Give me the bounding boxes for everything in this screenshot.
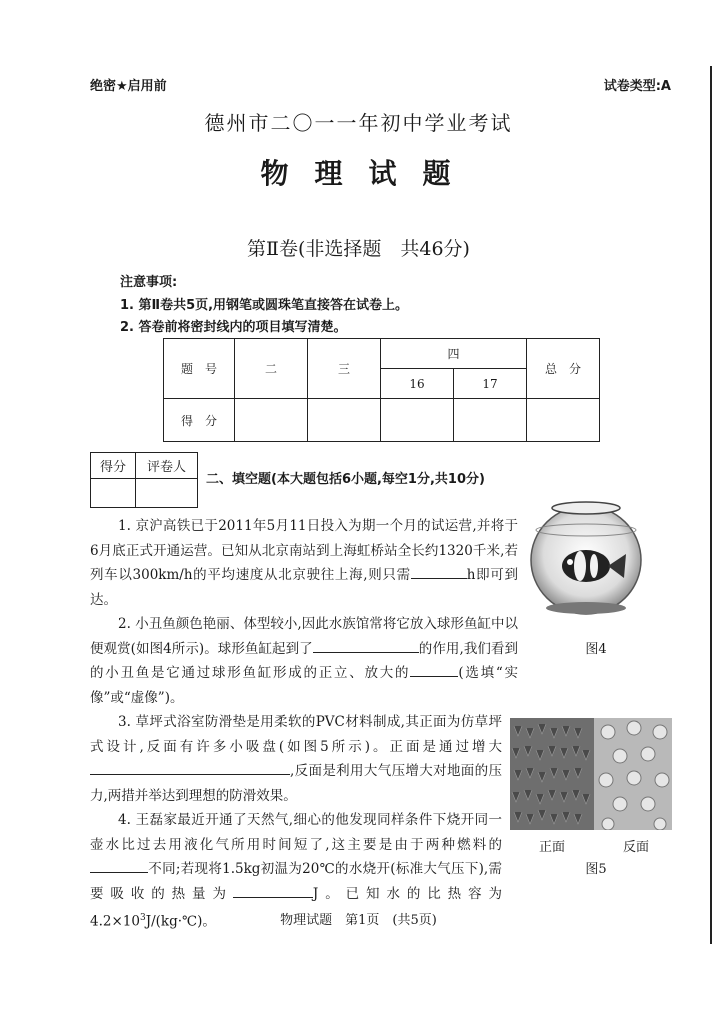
paper-type: 试卷类型:A bbox=[603, 79, 671, 94]
figure-5-caption: 图5 bbox=[585, 862, 607, 877]
question-1-text-end: h即可到达。 bbox=[90, 567, 518, 608]
question-1-text: 1. 京沪高铁已于2011年5月11日投入为期一个月的试运营,并将于6月底正式开通运营。已知从北京南站到上海虹桥站全长约1320千米,若列车以300km/h的平均速度从北京驶往上海,则只需 bbox=[90, 518, 518, 583]
score-cell-16 bbox=[381, 399, 454, 442]
score-cell-two bbox=[235, 399, 308, 442]
question-3-text-end: ,反面是利用大气压增大对地面的压力,两措并举达到理想的防滑效果。 bbox=[90, 763, 502, 804]
score-row-label: 题 号 bbox=[164, 339, 235, 399]
grader-name-cell bbox=[136, 479, 198, 508]
section-title: 二、填空题(本大题包括6小题,每空1分,共10分) bbox=[206, 472, 485, 487]
question-4-exponent: 3 bbox=[139, 913, 146, 923]
fishbowl-image bbox=[528, 494, 644, 618]
note-item-1: 1. 第Ⅱ卷共5页,用钢笔或圆珠笔直接答在试卷上。 bbox=[120, 298, 409, 313]
figure-5 bbox=[510, 718, 672, 830]
notes-title: 注意事项: bbox=[120, 275, 178, 290]
question-2-text-end: (选填“实像”或“虚像”)。 bbox=[90, 665, 519, 706]
page-right-border bbox=[710, 66, 712, 944]
secret-label: 绝密★启用前 bbox=[90, 79, 167, 94]
score-cell-three bbox=[308, 399, 381, 442]
question-2-blank-1[interactable] bbox=[313, 638, 419, 653]
subject-title: 物理试题 bbox=[260, 157, 477, 190]
score-col-16: 16 bbox=[381, 369, 454, 399]
question-2-text: 2. 小丑鱼颜色艳丽、体型较小,因此水族馆常将它放入球形鱼缸中以便观赏(如图4所示)。球形鱼缸起到了 bbox=[90, 616, 518, 657]
question-4-text: 4. 王磊家最近开通了天然气,细心的他发现同样条件下烧开同一壶水比过去用液化气所用时间短了,这主要是由于两种燃料的 bbox=[90, 812, 502, 853]
note-item-2: 2. 答卷前将密封线内的项目填写清楚。 bbox=[120, 320, 347, 335]
figure-5-back-label: 反面 bbox=[622, 840, 649, 855]
question-3-text: 3. 草坪式浴室防滑垫是用柔软的PVC材料制成,其正面为仿草坪式设计,反面有许多小吸盘(如图5所示)。正面是通过增大 bbox=[90, 714, 502, 755]
question-4-text-c: J。已知水的比热容为4.2×10 bbox=[90, 885, 503, 930]
question-4-blank-2[interactable] bbox=[233, 883, 313, 898]
volume-title: 第Ⅱ卷(非选择题 共46分) bbox=[247, 238, 470, 260]
score-cell-17 bbox=[454, 399, 527, 442]
bath-mat-image bbox=[510, 718, 672, 830]
grader-score-label: 得分 bbox=[91, 453, 136, 479]
question-3 bbox=[90, 710, 502, 808]
score-col-two: 二 bbox=[235, 339, 308, 399]
score-table bbox=[163, 338, 600, 442]
grader-name-label: 评卷人 bbox=[136, 453, 198, 479]
score-col-17: 17 bbox=[454, 369, 527, 399]
question-2-blank-2[interactable] bbox=[410, 662, 458, 677]
question-2-text-mid: 的作用,我们看到的小丑鱼是它通过球形鱼缸形成的正立、放大的 bbox=[90, 640, 518, 681]
exam-title: 德州市二〇一一年初中学业考试 bbox=[204, 111, 513, 135]
page-footer: 物理试题 第1页 (共5页) bbox=[280, 913, 437, 928]
question-2 bbox=[90, 612, 518, 710]
score-col-total: 总 分 bbox=[527, 339, 600, 399]
question-1-blank[interactable] bbox=[411, 564, 467, 579]
grader-box bbox=[90, 452, 198, 508]
question-4-blank-1[interactable] bbox=[90, 858, 148, 873]
grader-score-cell bbox=[91, 479, 136, 508]
question-4-text-mid: 不同;若现将1.5kg初温为20℃的水烧开(标准大气压下),需要吸收的热量为 bbox=[90, 861, 502, 902]
figure-5-front-label: 正面 bbox=[538, 840, 565, 855]
score-col-four: 四 bbox=[381, 339, 527, 369]
figure-4-caption: 图4 bbox=[585, 642, 607, 657]
question-1 bbox=[90, 514, 518, 612]
question-3-blank[interactable] bbox=[90, 760, 290, 775]
figure-4 bbox=[528, 494, 644, 618]
question-4-text-end: J/(kg·℃)。 bbox=[145, 913, 216, 930]
score-col-three: 三 bbox=[308, 339, 381, 399]
score-row2-label: 得 分 bbox=[164, 399, 235, 442]
score-cell-total bbox=[527, 399, 600, 442]
